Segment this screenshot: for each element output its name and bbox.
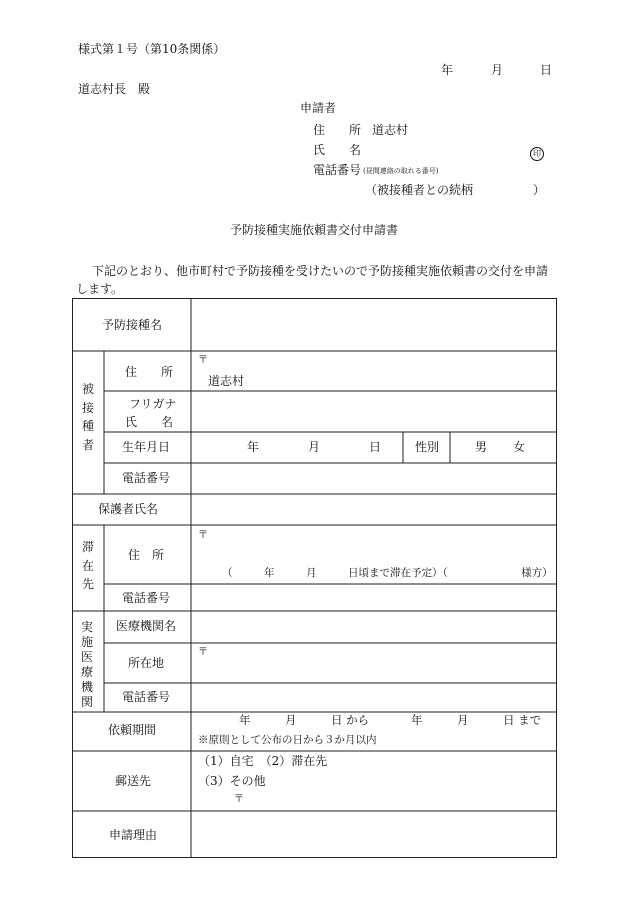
request-period-label: 依頼期間 [108, 723, 157, 737]
recipient-village: 道志村 [208, 374, 245, 388]
date-day-label: 日 [540, 63, 553, 77]
birthdate-label: 生年月日 [122, 440, 171, 454]
period-note: ※原則として公布の日から３か月以内 [198, 734, 377, 746]
facility-name-label: 医療機関名 [116, 619, 177, 633]
facility-phone-label: 電話番号 [122, 690, 171, 704]
recipient-name-label: 氏 名 [125, 415, 174, 429]
stay-phone-label: 電話番号 [122, 591, 171, 605]
document-title: 予防接種実施依頼書交付申請書 [230, 223, 399, 237]
facility-postal-mark: 〒 [198, 647, 208, 658]
stay-postal-mark: 〒 [198, 530, 208, 541]
applicant-relation: （被接種者との続柄 ） [365, 183, 546, 197]
vaccine-name-label: 予防接種名 [102, 318, 163, 332]
recipient-phone-label: 電話番号 [122, 471, 171, 485]
application-table [72, 298, 557, 858]
recipient-group-label: 被接種者 [81, 382, 94, 452]
stay-period-text: （ 年 月 日頃まで滞在予定）（ 様方） [222, 567, 553, 579]
seal-glyph: 印 [530, 147, 544, 161]
sex-female-option: 女 [513, 440, 526, 454]
seal-mark [530, 143, 544, 161]
facility-group-label: 実施医療機関 [80, 620, 93, 709]
facility-location-label: 所在地 [128, 656, 165, 670]
body-text-line1: 下記のとおり、他市町村で予防接種を受けたいので予防接種実施依頼書の交付を申請 [92, 264, 549, 278]
birth-month-label: 月 [308, 440, 321, 454]
mail-postal-mark: 〒 [234, 794, 244, 805]
mail-option-other: （3）その他 [198, 774, 266, 788]
sex-male-option: 男 [475, 440, 488, 454]
guardian-name-label: 保護者氏名 [98, 502, 159, 516]
body-text-line2: します。 [76, 282, 124, 296]
applicant-name-label: 氏 名 [313, 143, 362, 157]
applicant-heading: 申請者 [300, 101, 337, 115]
birth-day-label: 日 [369, 440, 382, 454]
date-year-label: 年 [441, 63, 454, 77]
furigana-label: フリガナ [129, 397, 177, 411]
stay-address-label: 住 所 [128, 548, 165, 562]
sex-label: 性別 [415, 440, 440, 454]
form-number: 様式第１号（第10条関係） [78, 42, 226, 56]
applicant-address-value: 道志村 [372, 123, 409, 137]
applicant-phone-note: (昼間連絡の取れる番号) [363, 167, 439, 175]
applicant-address-label: 住 所 [313, 123, 362, 137]
mail-option-home-stay: （1）自宅 （2）滞在先 [198, 754, 328, 768]
addressee: 道志村長 殿 [78, 82, 151, 96]
date-month-label: 月 [491, 63, 504, 77]
period-from: 年 月 日 から [239, 713, 370, 727]
mail-to-label: 郵送先 [115, 774, 152, 788]
applicant-phone-label: 電話番号 [313, 163, 362, 177]
stay-group-label: 滞在先 [81, 540, 94, 592]
birth-year-label: 年 [247, 440, 260, 454]
application-reason-label: 申請理由 [109, 828, 158, 842]
period-to: 年 月 日 まで [411, 713, 542, 727]
recipient-address-label: 住 所 [125, 365, 174, 379]
postal-mark: 〒 [198, 355, 208, 366]
